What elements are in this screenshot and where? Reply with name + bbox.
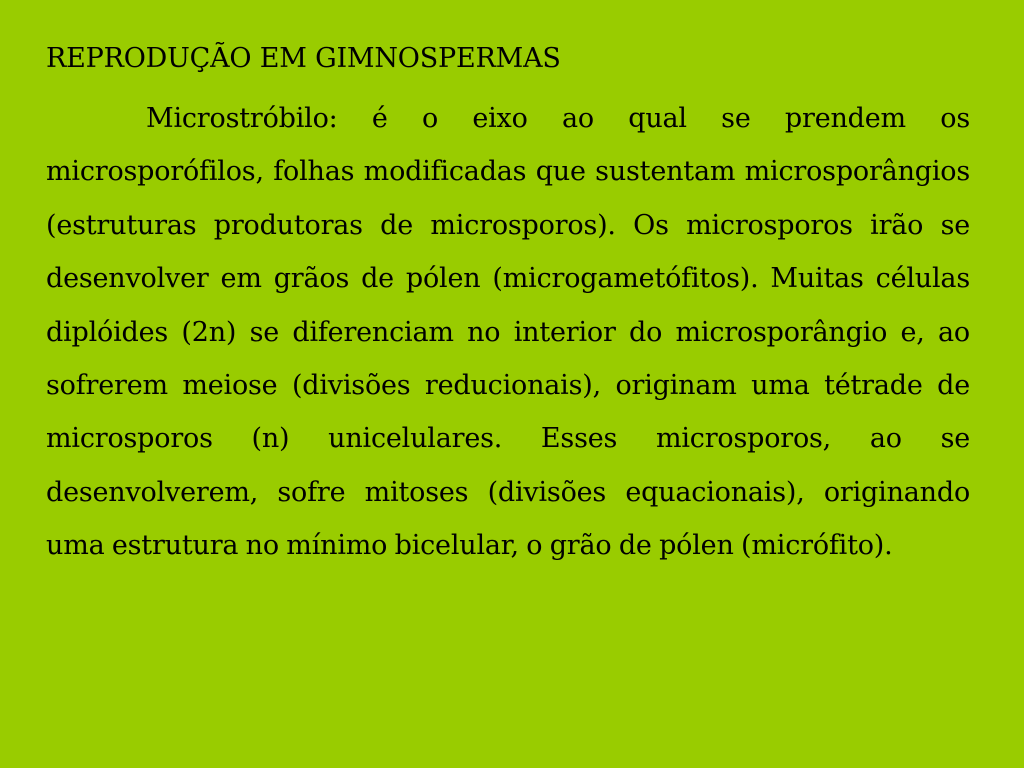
slide-title: REPRODUÇÃO EM GIMNOSPERMAS	[46, 43, 561, 74]
slide-body-paragraph: Microstróbilo: é o eixo ao qual se prendem os microsporófilos, folhas modificadas que sustentam microsporângios (estruturas produtoras de microsporos). Os microsporos irão se desenvolver em grãos de pólen (microgametófitos). Muitas células diplóides (2n) se diferenciam no interior do microsporângio e, ao sofrerem meiose (divisões reducionais), originam uma tétrade de microsporos (n) unicelulares. Esses microsporos, ao se desenvolverem, sofre mitoses (divisões equacionais), originando uma estrutura no mínimo bicelular, o grão de pólen (micrófito).	[46, 103, 970, 562]
